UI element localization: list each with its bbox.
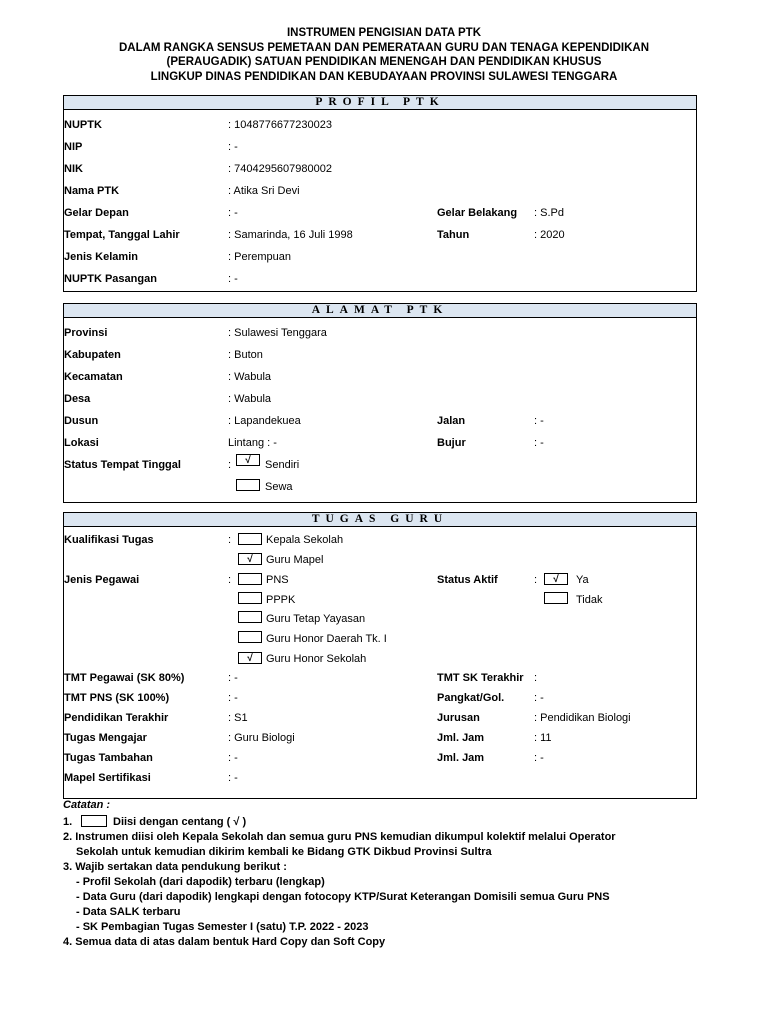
- checkbox-pppk[interactable]: [238, 592, 262, 604]
- nama-value: : Atika Sri Devi: [228, 185, 300, 197]
- desa-value: : Wabula: [228, 393, 272, 405]
- pendidikan-value: : S1: [228, 712, 248, 724]
- checkbox-guru-tetap-yayasan[interactable]: [238, 611, 262, 623]
- checkbox-sendiri[interactable]: √: [236, 454, 260, 466]
- kabupaten-label: Kabupaten: [64, 349, 121, 361]
- nip-label: NIP: [64, 141, 83, 153]
- doc-title: INSTRUMEN PENGISIAN DATA PTK: [286, 27, 481, 39]
- alamat-section: [63, 303, 697, 503]
- tmt-pegawai-value: : -: [228, 672, 238, 684]
- jalan-label: Jalan: [437, 415, 466, 427]
- jenis-kelamin-label: Jenis Kelamin: [64, 251, 138, 263]
- option-pppk-label: PPPK: [266, 594, 296, 606]
- kabupaten-value: : Buton: [228, 349, 263, 361]
- desa-label: Desa: [64, 393, 91, 405]
- note-4: 4. Semua data di atas dalam bentuk Hard Copy dan Soft Copy: [63, 936, 386, 948]
- note-3-item-4: - SK Pembagian Tugas Semester I (satu) T.P. 2022 - 2023: [76, 921, 369, 933]
- dusun-value: : Lapandekuea: [228, 415, 301, 427]
- jurusan-label: Jurusan: [437, 712, 480, 724]
- note-3-item-2: - Data Guru (dari dapodik) lengkapi dengan fotocopy KTP/Surat Keterangan Domisili semua Guru PNS: [76, 891, 610, 903]
- nik-label: NIK: [64, 163, 83, 175]
- jml-jam-value: : 11: [534, 732, 552, 744]
- note-1-number: 1.: [63, 816, 73, 828]
- dusun-label: Dusun: [64, 415, 99, 427]
- status-aktif-label: Status Aktif: [437, 574, 498, 586]
- note-3-item-1: - Profil Sekolah (dari dapodik) terbaru (lengkap): [76, 876, 325, 888]
- tugas-mengajar-value: : Guru Biologi: [228, 732, 295, 744]
- status-tempat-tinggal-label: Status Tempat Tinggal: [64, 459, 181, 471]
- checkbox-guru-honor-daerah[interactable]: [238, 631, 262, 643]
- checkbox-kepala-sekolah[interactable]: [238, 533, 262, 545]
- jml-jam-2-value: : -: [534, 752, 544, 764]
- kualifikasi-colon: :: [228, 534, 232, 546]
- option-sendiri-label: Sendiri: [265, 459, 300, 471]
- provinsi-label: Provinsi: [64, 327, 108, 339]
- note-2: 2. Instrumen diisi oleh Kepala Sekolah dan semua guru PNS kemudian dikumpul kolektif melalui Operator: [63, 831, 616, 843]
- note-1-sample-box: [81, 815, 107, 827]
- tugas-mengajar-label: Tugas Mengajar: [64, 732, 147, 744]
- jml-jam-label: Jml. Jam: [437, 732, 485, 744]
- nik-value: : 7404295607980002: [228, 163, 332, 175]
- checkbox-ya[interactable]: √: [544, 573, 568, 585]
- option-guru-mapel-label: Guru Mapel: [266, 554, 324, 566]
- jenis-pegawai-colon: :: [228, 574, 232, 586]
- note-2-continued: Sekolah untuk kemudian dikirim kembali ke Bidang GTK Dikbud Provinsi Sultra: [76, 846, 492, 858]
- gelar-depan-value: : -: [228, 207, 238, 219]
- mapel-sertifikasi-value: : -: [228, 772, 238, 784]
- checkbox-tidak[interactable]: [544, 592, 568, 604]
- option-tidak-label: Tidak: [576, 594, 603, 606]
- kecamatan-value: : Wabula: [228, 371, 272, 383]
- profil-section: [63, 95, 697, 292]
- tmt-pegawai-label: TMT Pegawai (SK 80%): [64, 672, 185, 684]
- option-sewa-label: Sewa: [265, 481, 293, 493]
- doc-subtitle-1: DALAM RANGKA SENSUS PEMETAAN DAN PEMERATAAN GURU DAN TENAGA KEPENDIDIKAN: [118, 42, 650, 54]
- tahun-value: : 2020: [534, 229, 565, 241]
- nuptk-pasangan-label: NUPTK Pasangan: [64, 273, 157, 285]
- ttl-value: : Samarinda, 16 Juli 1998: [228, 229, 353, 241]
- option-guru-honor-sekolah-label: Guru Honor Sekolah: [266, 653, 367, 665]
- nuptk-label: NUPTK: [64, 119, 102, 131]
- gelar-belakang-label: Gelar Belakang: [437, 207, 518, 219]
- tugas-section: [63, 512, 697, 799]
- doc-subtitle-3: LINGKUP DINAS PENDIDIKAN DAN KEBUDAYAAN PROVINSI SULAWESI TENGGARA: [150, 71, 618, 83]
- checkbox-pns[interactable]: [238, 573, 262, 585]
- status-colon: :: [228, 459, 232, 471]
- pendidikan-label: Pendidikan Terakhir: [64, 712, 169, 724]
- status-aktif-colon: :: [534, 574, 538, 586]
- pangkat-value: : -: [534, 692, 544, 704]
- option-pns-label: PNS: [266, 574, 289, 586]
- provinsi-value: : Sulawesi Tenggara: [228, 327, 327, 339]
- ttl-label: Tempat, Tanggal Lahir: [64, 229, 180, 241]
- note-3: 3. Wajib sertakan data pendukung berikut :: [63, 861, 287, 873]
- mapel-sertifikasi-label: Mapel Sertifikasi: [64, 772, 151, 784]
- jalan-value: : -: [534, 415, 544, 427]
- tmt-pns-label: TMT PNS (SK 100%): [64, 692, 170, 704]
- nuptk-pasangan-value: : -: [228, 273, 238, 285]
- option-kepala-sekolah-label: Kepala Sekolah: [266, 534, 344, 546]
- tugas-title: TUGAS GURU: [63, 512, 697, 527]
- jenis-kelamin-value: : Perempuan: [228, 251, 291, 263]
- profil-title: PROFIL PTK: [63, 95, 697, 110]
- lintang-value: Lintang : -: [228, 437, 277, 449]
- tmt-sk-value: :: [534, 672, 538, 684]
- bujur-label: Bujur: [437, 437, 466, 449]
- doc-subtitle-2: (PERAUGADIK) SATUAN PENDIDIKAN MENENGAH DAN PENDIDIKAN KHUSUS: [166, 56, 602, 68]
- option-ya-label: Ya: [576, 574, 589, 586]
- lokasi-label: Lokasi: [64, 437, 99, 449]
- option-guru-honor-daerah-label: Guru Honor Daerah Tk. I: [266, 633, 387, 645]
- tmt-sk-label: TMT SK Terakhir: [437, 672, 524, 684]
- checkbox-guru-honor-sekolah[interactable]: √: [238, 652, 262, 664]
- tugas-tambahan-value: : -: [228, 752, 238, 764]
- nuptk-value: : 1048776677230023: [228, 119, 332, 131]
- nip-value: : -: [228, 141, 238, 153]
- option-guru-tetap-yayasan-label: Guru Tetap Yayasan: [266, 613, 366, 625]
- bujur-value: : -: [534, 437, 544, 449]
- pangkat-label: Pangkat/Gol.: [437, 692, 505, 704]
- checkbox-guru-mapel[interactable]: √: [238, 553, 262, 565]
- note-1: Diisi dengan centang ( √ ): [113, 816, 247, 828]
- jurusan-value: : Pendidikan Biologi: [534, 712, 631, 724]
- checkbox-sewa[interactable]: [236, 479, 260, 491]
- tahun-label: Tahun: [437, 229, 470, 241]
- jml-jam-2-label: Jml. Jam: [437, 752, 485, 764]
- tugas-tambahan-label: Tugas Tambahan: [64, 752, 153, 764]
- alamat-title: ALAMAT PTK: [63, 303, 697, 318]
- kecamatan-label: Kecamatan: [64, 371, 123, 383]
- nama-label: Nama PTK: [64, 185, 120, 197]
- jenis-pegawai-label: Jenis Pegawai: [64, 574, 140, 586]
- catatan-title: Catatan :: [63, 799, 111, 811]
- note-3-item-3: - Data SALK terbaru: [76, 906, 181, 918]
- gelar-belakang-value: : S.Pd: [534, 207, 564, 219]
- gelar-depan-label: Gelar Depan: [64, 207, 129, 219]
- kualifikasi-label: Kualifikasi Tugas: [64, 534, 154, 546]
- tmt-pns-value: : -: [228, 692, 238, 704]
